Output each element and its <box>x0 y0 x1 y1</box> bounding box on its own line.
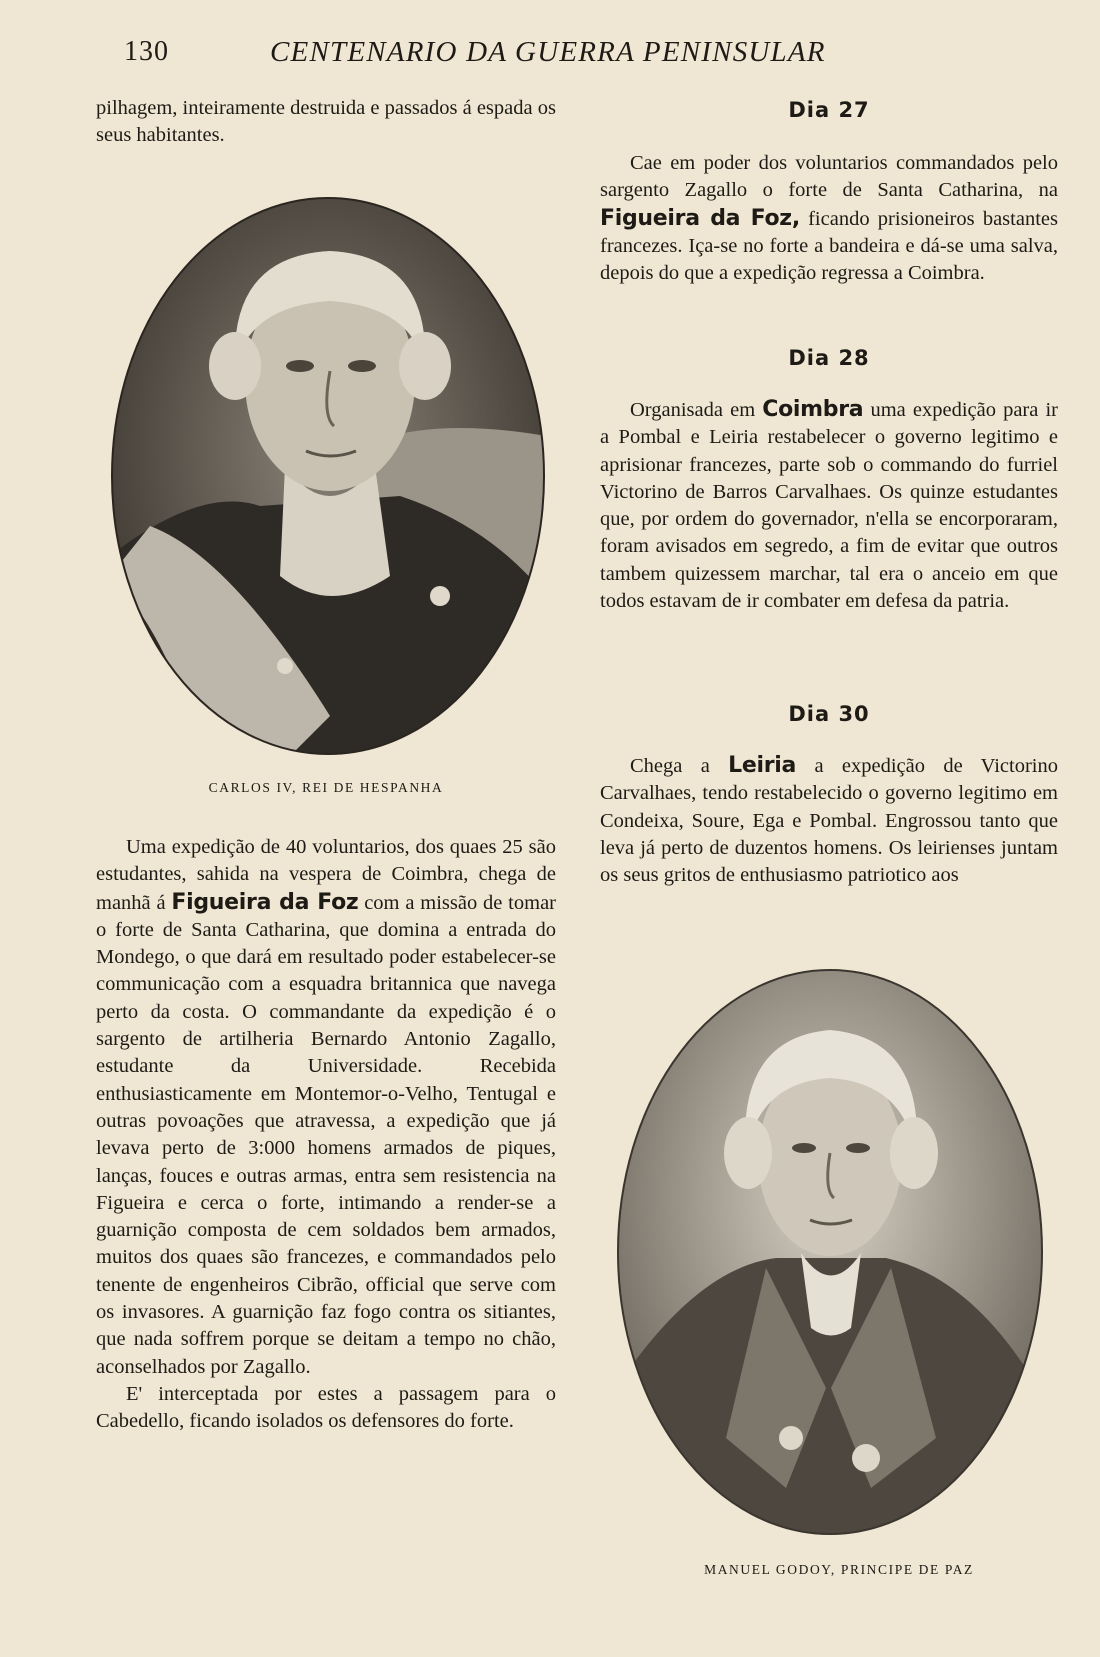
intro-paragraph: pilhagem, inteiramente destruida e passados á espada os seus habitantes. <box>96 97 556 147</box>
carlos-iv-caption: CARLOS IV, REI DE HESPANHA <box>208 780 444 795</box>
journal-title: CENTENARIO DA GUERRA PENINSULAR <box>270 36 826 68</box>
day-28-heading: Dia 28 <box>788 346 870 370</box>
manuel-godoy-portrait <box>616 968 1044 1536</box>
running-head <box>0 36 1100 76</box>
place-name-highlight: Leiria <box>728 753 797 778</box>
manuel-godoy-caption: MANUEL GODOY, PRINCIPE DE PAZ <box>704 1562 974 1577</box>
interception-paragraph: E' interceptada por estes a passagem para o Cabedello, ficando isolados os defensores do forte. <box>96 1382 556 1433</box>
place-name-highlight: Figueira da Foz, <box>600 205 800 231</box>
day-30-heading: Dia 30 <box>788 702 870 726</box>
place-name-highlight: Coimbra <box>762 397 864 422</box>
day-27-paragraph: Cae em poder dos voluntarios commandados pelo sargento Zagallo o forte de Santa Catharina, na Figueira da Foz, ficando prisioneiros bastantes francezes. Iça-se no forte a bandeira e dá-se uma salva, depois do que a expedição regressa a Coimbra. <box>600 152 1058 285</box>
day-30-paragraph: Chega a Leiria a expedição de Victorino Carvalhaes, tendo restabelecido o governo legitimo em Condeixa, Soure, Ega e Pombal. Engrossou tanto que leva já perto de duzentos homens. Os leirienses juntam os seus gritos de enthusiasmo patriotico aos <box>600 753 1058 887</box>
carlos-iv-portrait <box>110 196 546 756</box>
expedition-paragraph: Uma expedição de 40 voluntarios, dos quaes 25 são estudantes, sahida na vespera de Coimbra, chega de manhã á Figueira da Foz com a missão de tomar o forte de Santa Catharina, que domina a entrada do Mondego, o que dará em resultado poder estabelecer-se communicação com a esquadra britannica que navega perto da costa. O commandante da expedição é o sargento de artilheria Bernardo Antonio Zagallo, estudante da Universidade. Recebida enthusiasticamente em Montemor-o-Velho, Tentugal e outras povoações que atravessa, a expedição que já levava perto de 3:000 homens armados de piques, lanças, fouces e outras armas, entra sem resistencia na Figueira e cerca o forte, intimando a render-se a guarnição composta de cem soldados bem armados, muitos dos quaes são francezes, e commandados pelo tenente de engenheiros Cibrão, official que serve com os invasores. A guarnição faz fogo contra os sitiantes, que nada soffrem porque se deitam a tempo no chão, aconselhados por Zagallo. E' interceptada por estes a passagem para o Cabedello, ficando isolados os defensores do forte. <box>96 834 556 1436</box>
place-name-highlight: Figueira da Foz <box>171 889 359 915</box>
day-28-paragraph: Organisada em Coimbra uma expedição para ir a Pombal e Leiria restabelecer o governo legitimo e aprisionar francezes, parte sob o commando do furriel Victorino de Barros Carvalhaes. Os quinze estudantes que, por ordem do governador, n'ella se encorporaram, foram avisados em segredo, a fim de evitar que outros tambem quizessem marchar, tal era o anceio em que todos estavam de ir combater em defesa da patria. <box>600 397 1058 613</box>
day-27-heading: Dia 27 <box>788 98 870 122</box>
page-number: 130 <box>124 36 169 67</box>
